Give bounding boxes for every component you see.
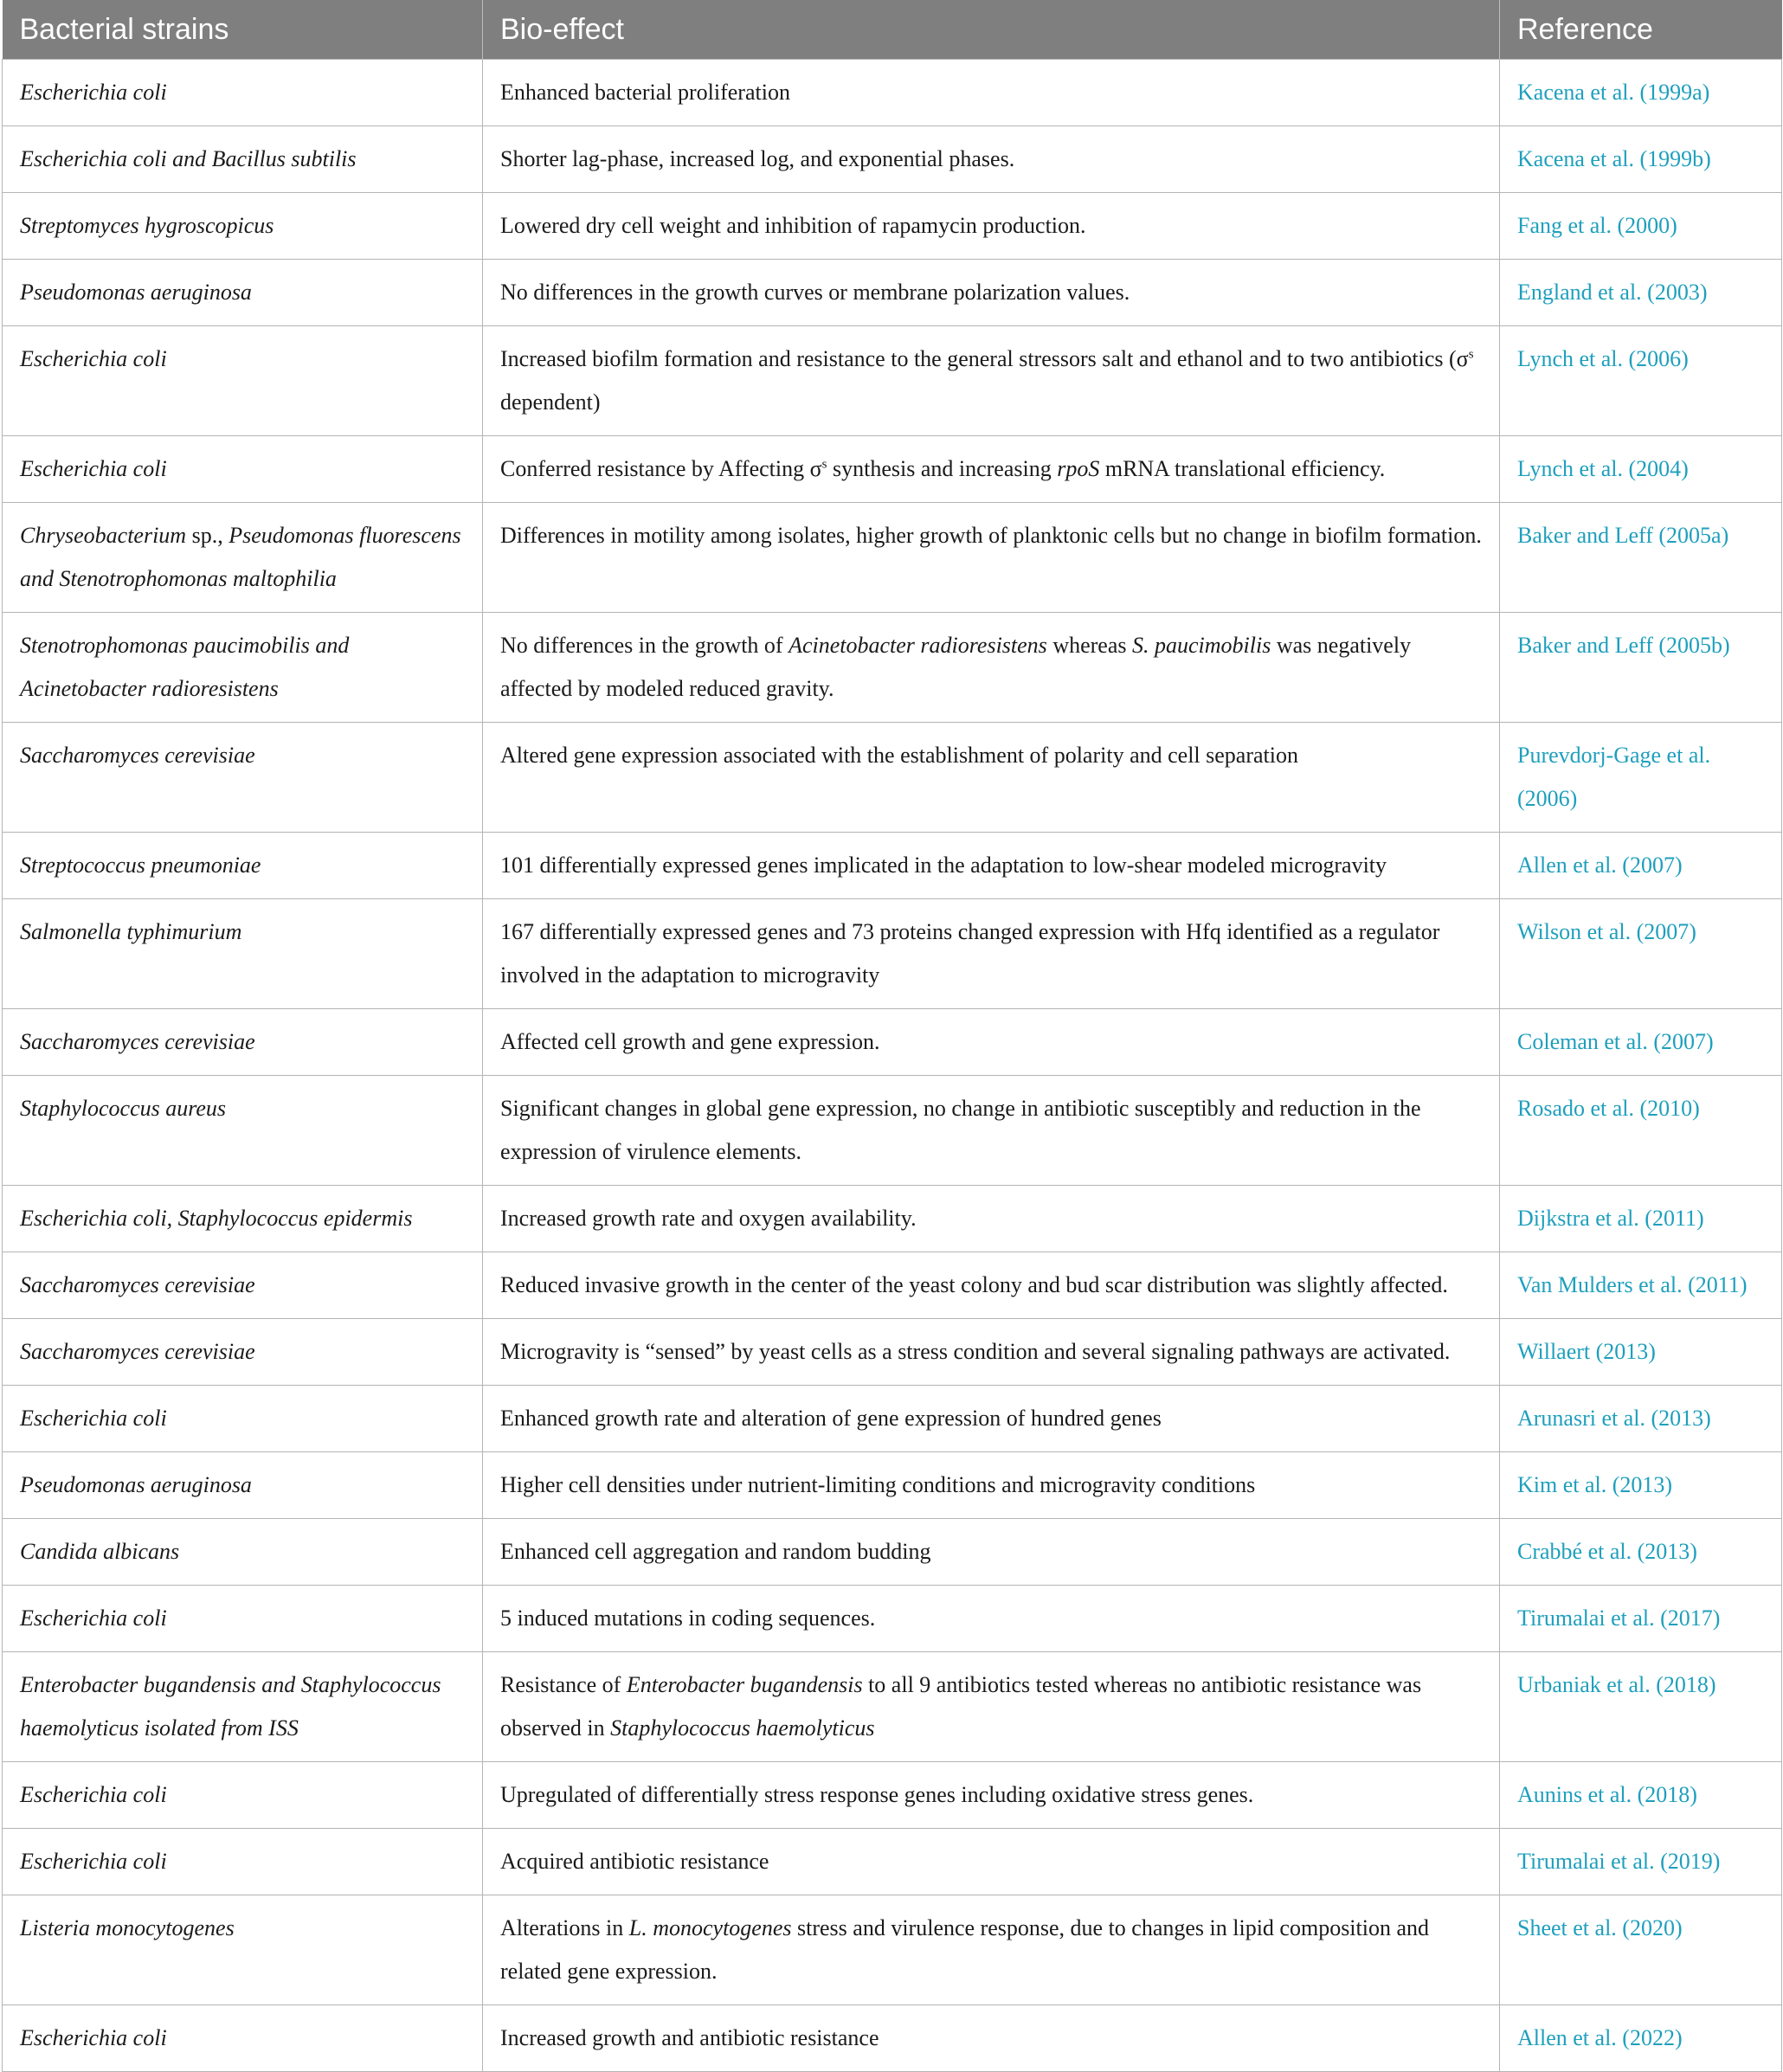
strain-cell: Escherichia coli: [3, 326, 483, 436]
effect-cell: Higher cell densities under nutrient-limiting conditions and microgravity conditions: [483, 1452, 1500, 1519]
effect-cell: Enhanced cell aggregation and random budding: [483, 1519, 1500, 1586]
reference-link[interactable]: Dijkstra et al. (2011): [1500, 1186, 1782, 1252]
table-row: [3, 613, 1782, 723]
effect-cell: Altered gene expression associated with the establishment of polarity and cell separation: [483, 723, 1500, 833]
table-row: [3, 1652, 1782, 1762]
sigma-superscript: s: [1468, 347, 1474, 362]
reference-link[interactable]: Aunins et al. (2018): [1500, 1762, 1782, 1829]
effect-cell: 5 induced mutations in coding sequences.: [483, 1586, 1500, 1652]
reference-link[interactable]: Allen et al. (2022): [1500, 2005, 1782, 2072]
strain-cell: Escherichia coli: [3, 1762, 483, 1829]
effect-text: was negatively affected by modeled reduced gravity.: [500, 633, 1412, 701]
table-row: [3, 1829, 1782, 1895]
strain-cell: Escherichia coli: [3, 60, 483, 126]
table-row: [3, 899, 1782, 1009]
reference-link[interactable]: Lynch et al. (2004): [1500, 436, 1782, 503]
strain-cell: Escherichia coli and Bacillus subtilis: [3, 126, 483, 193]
effect-cell: Acquired antibiotic resistance: [483, 1829, 1500, 1895]
species-name: Acinetobacter radioresistens: [789, 633, 1047, 658]
table-row: [3, 1386, 1782, 1452]
reference-link[interactable]: Lynch et al. (2006): [1500, 326, 1782, 436]
effect-cell: Lowered dry cell weight and inhibition of rapamycin production.: [483, 193, 1500, 260]
effect-cell: Increased growth rate and oxygen availability.: [483, 1186, 1500, 1252]
table-row: [3, 503, 1782, 613]
reference-link[interactable]: Fang et al. (2000): [1500, 193, 1782, 260]
strain-cell: Staphylococcus aureus: [3, 1076, 483, 1186]
effect-cell: Shorter lag-phase, increased log, and exponential phases.: [483, 126, 1500, 193]
header-strains: Bacterial strains: [3, 0, 483, 60]
table-row: [3, 260, 1782, 326]
effect-cell: [483, 613, 1500, 723]
species-name: Staphylococcus haemolyticus: [610, 1715, 875, 1741]
species-name: Enterobacter bugandensis: [626, 1672, 863, 1697]
reference-link[interactable]: Arunasri et al. (2013): [1500, 1386, 1782, 1452]
reference-link[interactable]: Van Mulders et al. (2011): [1500, 1252, 1782, 1319]
effect-cell: Reduced invasive growth in the center of the yeast colony and bud scar distribution was slightly affected.: [483, 1252, 1500, 1319]
strain-cell: Saccharomyces cerevisiae: [3, 723, 483, 833]
table-row: [3, 1009, 1782, 1076]
effect-text: No differences in the growth of: [500, 633, 789, 658]
header-bio-effect: Bio-effect: [483, 0, 1500, 60]
reference-link[interactable]: Kacena et al. (1999b): [1500, 126, 1782, 193]
strain-text: Chryseobacterium: [20, 523, 187, 548]
reference-link[interactable]: Urbaniak et al. (2018): [1500, 1652, 1782, 1762]
table-row: [3, 833, 1782, 899]
strain-cell: Listeria monocytogenes: [3, 1895, 483, 2005]
effect-text: dependent): [500, 389, 601, 415]
strain-cell: Saccharomyces cerevisiae: [3, 1252, 483, 1319]
reference-link[interactable]: Baker and Leff (2005a): [1500, 503, 1782, 613]
table-row: [3, 326, 1782, 436]
effect-cell: [483, 436, 1500, 503]
reference-link[interactable]: Kacena et al. (1999a): [1500, 60, 1782, 126]
reference-link[interactable]: Kim et al. (2013): [1500, 1452, 1782, 1519]
table-row: [3, 1586, 1782, 1652]
strain-text: Pseudomonas fluorescens and Stenotrophomonas maltophilia: [20, 523, 461, 591]
strain-text-plain: sp.,: [186, 523, 229, 548]
table-row: [3, 60, 1782, 126]
strain-cell: Stenotrophomonas paucimobilis and Acinetobacter radioresistens: [3, 613, 483, 723]
gene-name: rpoS: [1057, 456, 1100, 481]
table-row: [3, 1319, 1782, 1386]
strain-cell: Escherichia coli, Staphylococcus epidermis: [3, 1186, 483, 1252]
effect-cell: 101 differentially expressed genes implicated in the adaptation to low-shear modeled microgravity: [483, 833, 1500, 899]
header-row: [3, 0, 1782, 60]
reference-link[interactable]: Purevdorj-Gage et al. (2006): [1500, 723, 1782, 833]
reference-link[interactable]: Rosado et al. (2010): [1500, 1076, 1782, 1186]
effect-cell: Affected cell growth and gene expression.: [483, 1009, 1500, 1076]
table-row: [3, 723, 1782, 833]
reference-link[interactable]: Baker and Leff (2005b): [1500, 613, 1782, 723]
effect-text: mRNA translational efficiency.: [1099, 456, 1386, 481]
strain-cell: Streptococcus pneumoniae: [3, 833, 483, 899]
effect-text: Alterations in: [500, 1915, 629, 1940]
effect-cell: [483, 326, 1500, 436]
table-row: [3, 1186, 1782, 1252]
strain-cell: Candida albicans: [3, 1519, 483, 1586]
effect-cell: Increased growth and antibiotic resistance: [483, 2005, 1500, 2072]
table-row: [3, 126, 1782, 193]
strain-cell: Escherichia coli: [3, 1586, 483, 1652]
table-row: [3, 1519, 1782, 1586]
table-row: [3, 2005, 1782, 2072]
reference-link[interactable]: Sheet et al. (2020): [1500, 1895, 1782, 2005]
strain-cell: Enterobacter bugandensis and Staphylococcus haemolyticus isolated from ISS: [3, 1652, 483, 1762]
table-row: [3, 1076, 1782, 1186]
effect-text: Conferred resistance by Affecting σ: [500, 456, 822, 481]
strain-cell: Saccharomyces cerevisiae: [3, 1009, 483, 1076]
table-row: [3, 436, 1782, 503]
table-row: [3, 193, 1782, 260]
effect-text: stress and virulence response, due to changes in lipid composition and related gene expression.: [500, 1915, 1430, 1984]
effect-cell: [483, 1652, 1500, 1762]
effect-cell: [483, 1895, 1500, 2005]
strain-cell: Escherichia coli: [3, 1829, 483, 1895]
reference-link[interactable]: Coleman et al. (2007): [1500, 1009, 1782, 1076]
effect-text: to all 9 antibiotics tested whereas no antibiotic resistance was observed in: [500, 1672, 1422, 1741]
effect-text: Resistance of: [500, 1672, 627, 1697]
strain-cell: [3, 503, 483, 613]
strain-cell: Pseudomonas aeruginosa: [3, 1452, 483, 1519]
bio-effects-table: [2, 0, 1782, 2072]
species-name: L. monocytogenes: [628, 1915, 792, 1940]
strain-cell: Salmonella typhimurium: [3, 899, 483, 1009]
table-row: [3, 1452, 1782, 1519]
strain-cell: Escherichia coli: [3, 1386, 483, 1452]
species-name: S. paucimobilis: [1132, 633, 1271, 658]
strain-cell: Pseudomonas aeruginosa: [3, 260, 483, 326]
table-header: [3, 0, 1782, 60]
table-row: [3, 1895, 1782, 2005]
table-body: [3, 60, 1782, 2072]
effect-cell: Enhanced bacterial proliferation: [483, 60, 1500, 126]
reference-link[interactable]: Tirumalai et al. (2019): [1500, 1829, 1782, 1895]
effect-cell: 167 differentially expressed genes and 73 proteins changed expression with Hfq identified as a regulator involved in the adaptation to microgravity: [483, 899, 1500, 1009]
effect-cell: Enhanced growth rate and alteration of gene expression of hundred genes: [483, 1386, 1500, 1452]
effect-cell: Upregulated of differentially stress response genes including oxidative stress genes.: [483, 1762, 1500, 1829]
reference-link[interactable]: England et al. (2003): [1500, 260, 1782, 326]
strain-cell: Escherichia coli: [3, 436, 483, 503]
table-row: [3, 1252, 1782, 1319]
reference-link[interactable]: Allen et al. (2007): [1500, 833, 1782, 899]
reference-link[interactable]: Wilson et al. (2007): [1500, 899, 1782, 1009]
strain-cell: Streptomyces hygroscopicus: [3, 193, 483, 260]
reference-link[interactable]: Tirumalai et al. (2017): [1500, 1586, 1782, 1652]
header-reference: Reference: [1500, 0, 1782, 60]
effect-cell: No differences in the growth curves or membrane polarization values.: [483, 260, 1500, 326]
effect-cell: Differences in motility among isolates, higher growth of planktonic cells but no change in biofilm formation.: [483, 503, 1500, 613]
reference-link[interactable]: Crabbé et al. (2013): [1500, 1519, 1782, 1586]
effect-cell: Significant changes in global gene expression, no change in antibiotic susceptibly and reduction in the expression of virulence elements.: [483, 1076, 1500, 1186]
strain-cell: Saccharomyces cerevisiae: [3, 1319, 483, 1386]
effect-text: whereas: [1046, 633, 1132, 658]
effect-text: Increased biofilm formation and resistance to the general stressors salt and ethanol and to two antibiotics (σ: [500, 346, 1469, 371]
table-row: [3, 1762, 1782, 1829]
strain-cell: Escherichia coli: [3, 2005, 483, 2072]
effect-text: synthesis and increasing: [827, 456, 1058, 481]
sigma-superscript: s: [821, 457, 827, 472]
effect-cell: Microgravity is “sensed” by yeast cells as a stress condition and several signaling pathways are activated.: [483, 1319, 1500, 1386]
reference-link[interactable]: Willaert (2013): [1500, 1319, 1782, 1386]
